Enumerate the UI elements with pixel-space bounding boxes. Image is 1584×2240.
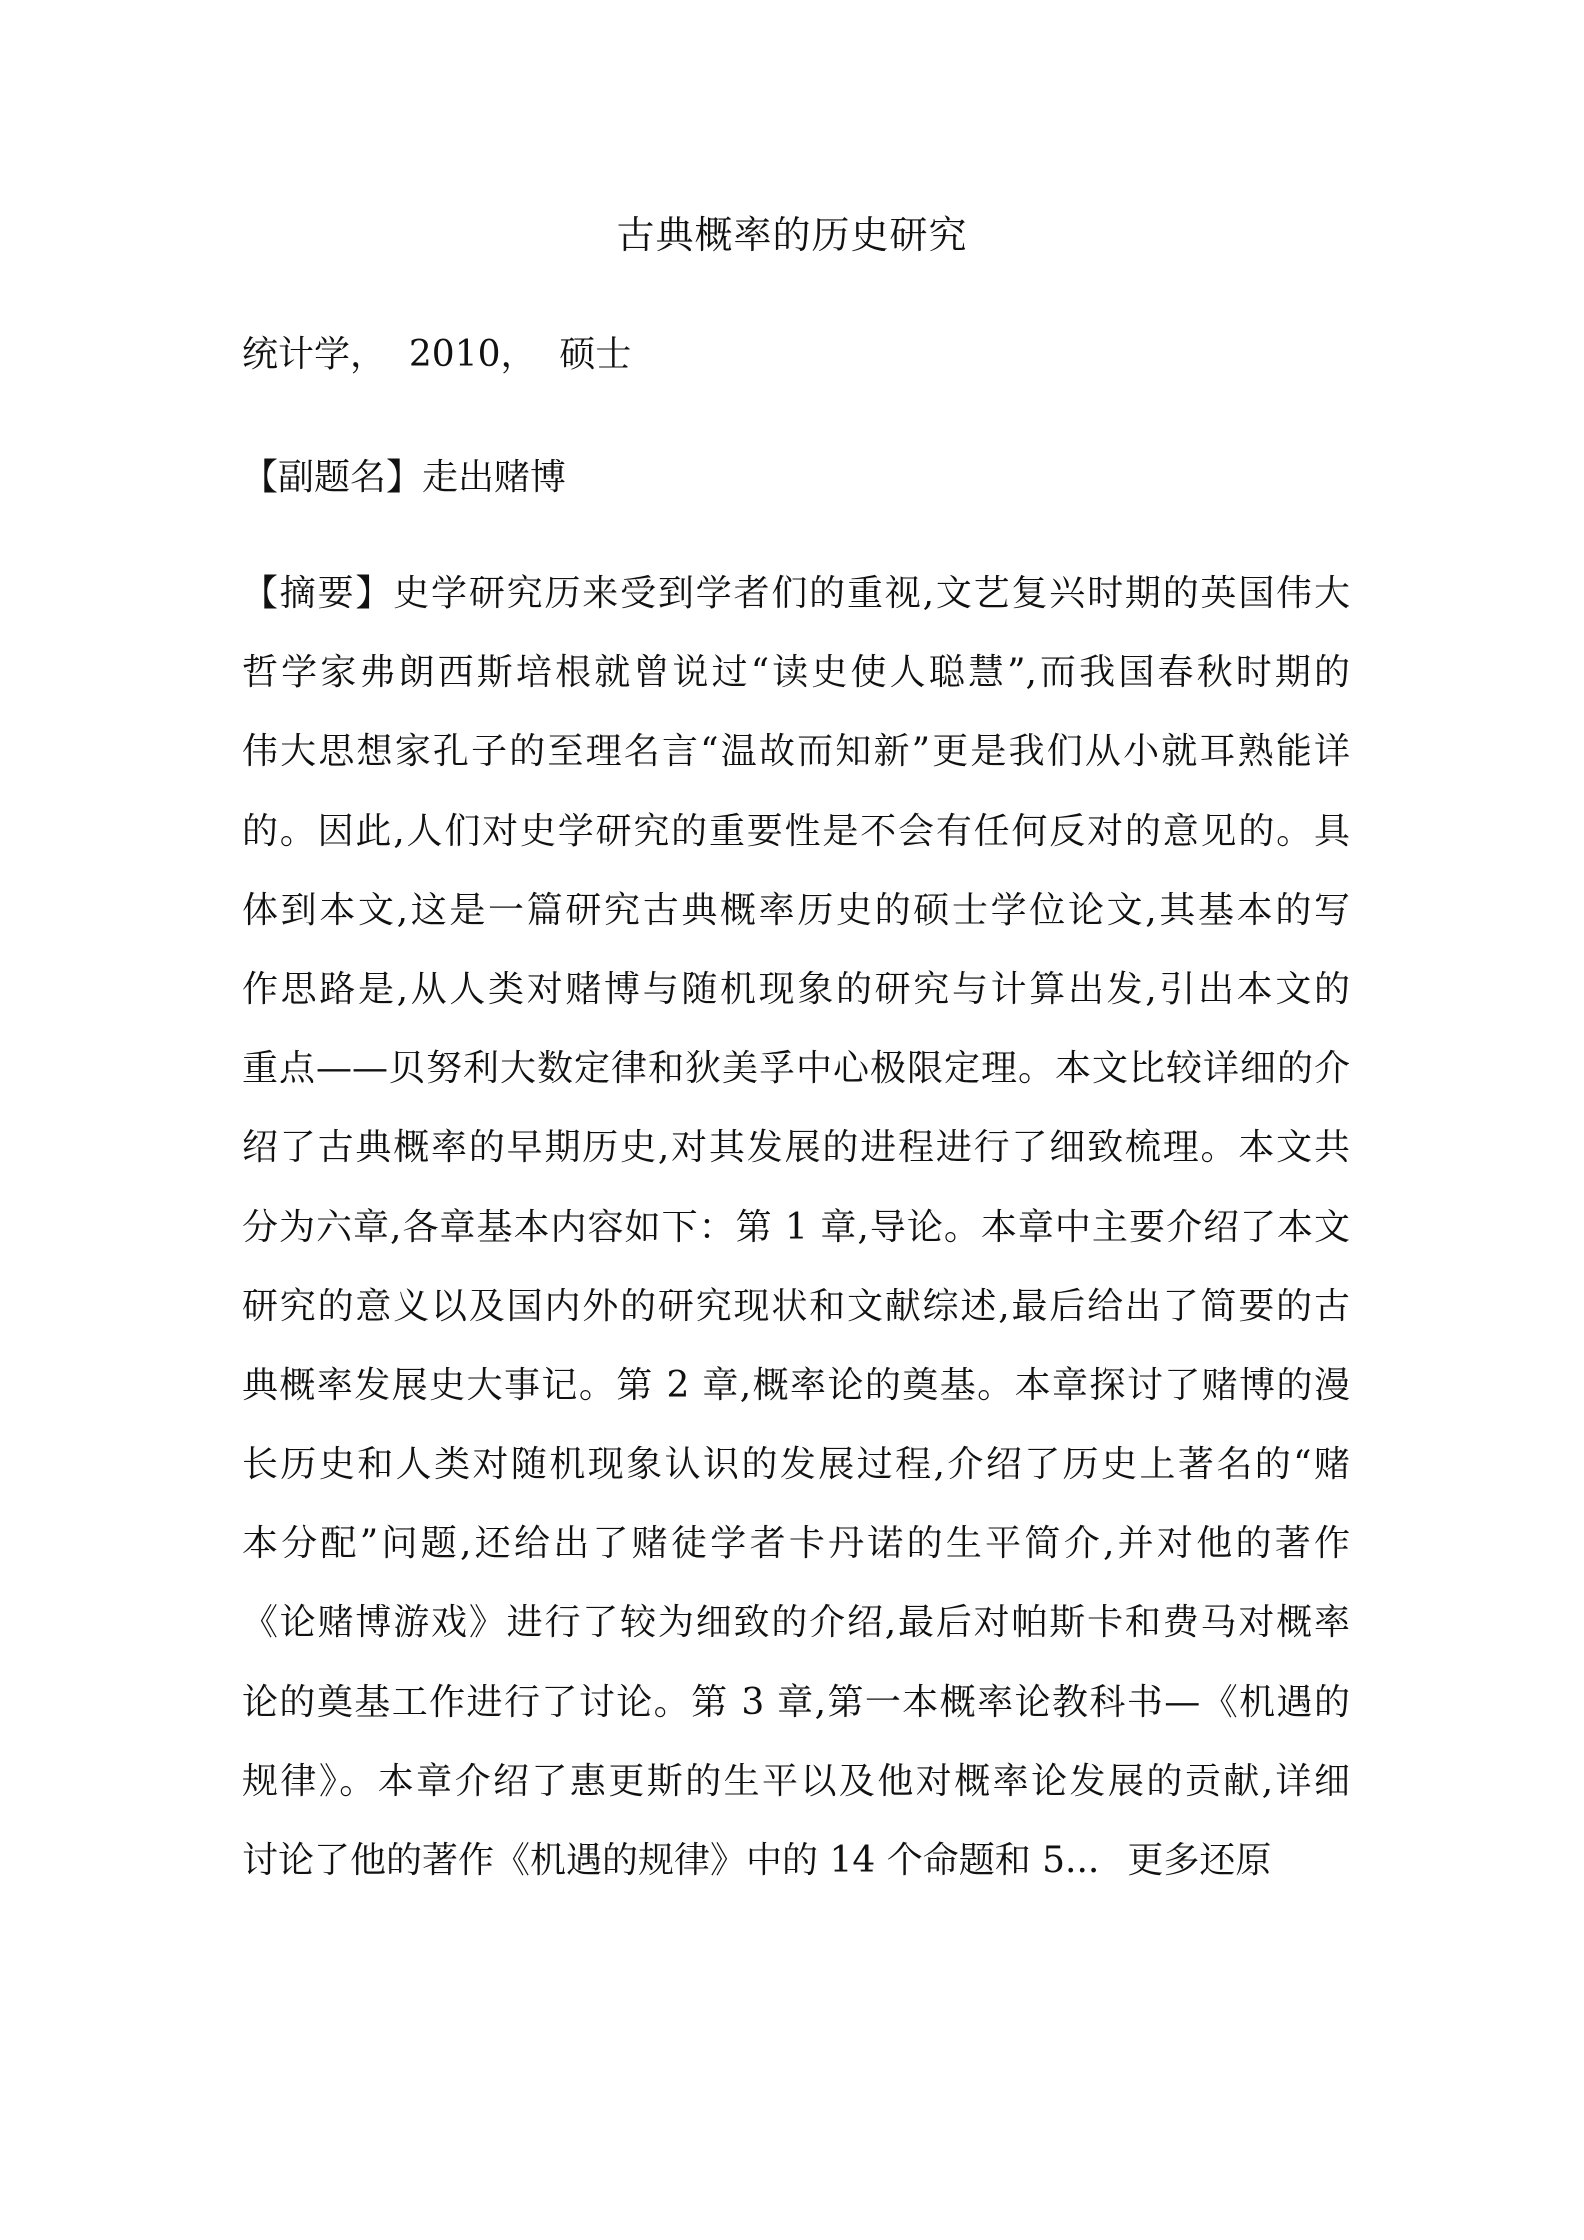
thesis-meta: 统计学， 2010， 硕士 — [242, 334, 632, 375]
abstract-line: 【摘要】史学研究历来受到学者们的重视,文艺复兴时期的英国伟大 — [242, 573, 1350, 614]
abstract-last-line — [242, 1831, 1350, 1910]
more-restore-link[interactable]: 更多还原 — [1127, 1840, 1272, 1881]
abstract-line: 作思路是,从人类对赌博与随机现象的研究与计算出发,引出本文的 — [242, 968, 1350, 1010]
abstract-line: 绍了古典概率的早期历史,对其发展的进程进行了细致梳理。本文共 — [242, 1127, 1350, 1169]
abstract-line: 《论赌博游戏》进行了较为细致的介绍,最后对帕斯卡和费马对概率 — [242, 1602, 1350, 1644]
abstract-line: 研究的意义以及国内外的研究现状和文献综述,最后给出了简要的古 — [242, 1285, 1350, 1327]
abstract-line: 论的奠基工作进行了讨论。第 3 章,第一本概率论教科书—《机遇的 — [242, 1681, 1350, 1723]
abstract-line: 规律》。本章介绍了惠更斯的生平以及他对概率论发展的贡献,详细 — [242, 1760, 1350, 1802]
abstract-line: 哲学家弗朗西斯培根就曾说过“读史使人聪慧”,而我国春秋时期的 — [242, 652, 1350, 694]
abstract-line: 伟大思想家孔子的至理名言“温故而知新”更是我们从小就耳熟能详 — [242, 731, 1350, 773]
abstract-line: 重点——贝努利大数定律和狄美孚中心极限定理。本文比较详细的介 — [242, 1048, 1350, 1090]
abstract-line: 典概率发展史大事记。第 2 章,概率论的奠基。本章探讨了赌博的漫 — [242, 1364, 1350, 1406]
subtitle-line: 【副题名】走出赌博 — [242, 457, 567, 498]
abstract-last-text: 讨论了他的著作《机遇的规律》中的 14 个命题和 5... — [242, 1840, 1100, 1881]
abstract-line: 体到本文,这是一篇研究古典概率历史的硕士学位论文,其基本的写 — [242, 889, 1350, 931]
abstract-line: 本分配”问题,还给出了赌徒学者卡丹诺的生平简介,并对他的著作 — [242, 1523, 1350, 1565]
page-title: 古典概率的历史研究 — [616, 213, 968, 257]
abstract — [242, 564, 1350, 1910]
abstract-line: 的。因此,人们对史学研究的重要性是不会有任何反对的意见的。具 — [242, 810, 1350, 852]
abstract-line: 分为六章,各章基本内容如下：第 1 章,导论。本章中主要介绍了本文 — [242, 1206, 1350, 1248]
abstract-line: 长历史和人类对随机现象认识的发展过程,介绍了历史上著名的“赌 — [242, 1444, 1350, 1486]
